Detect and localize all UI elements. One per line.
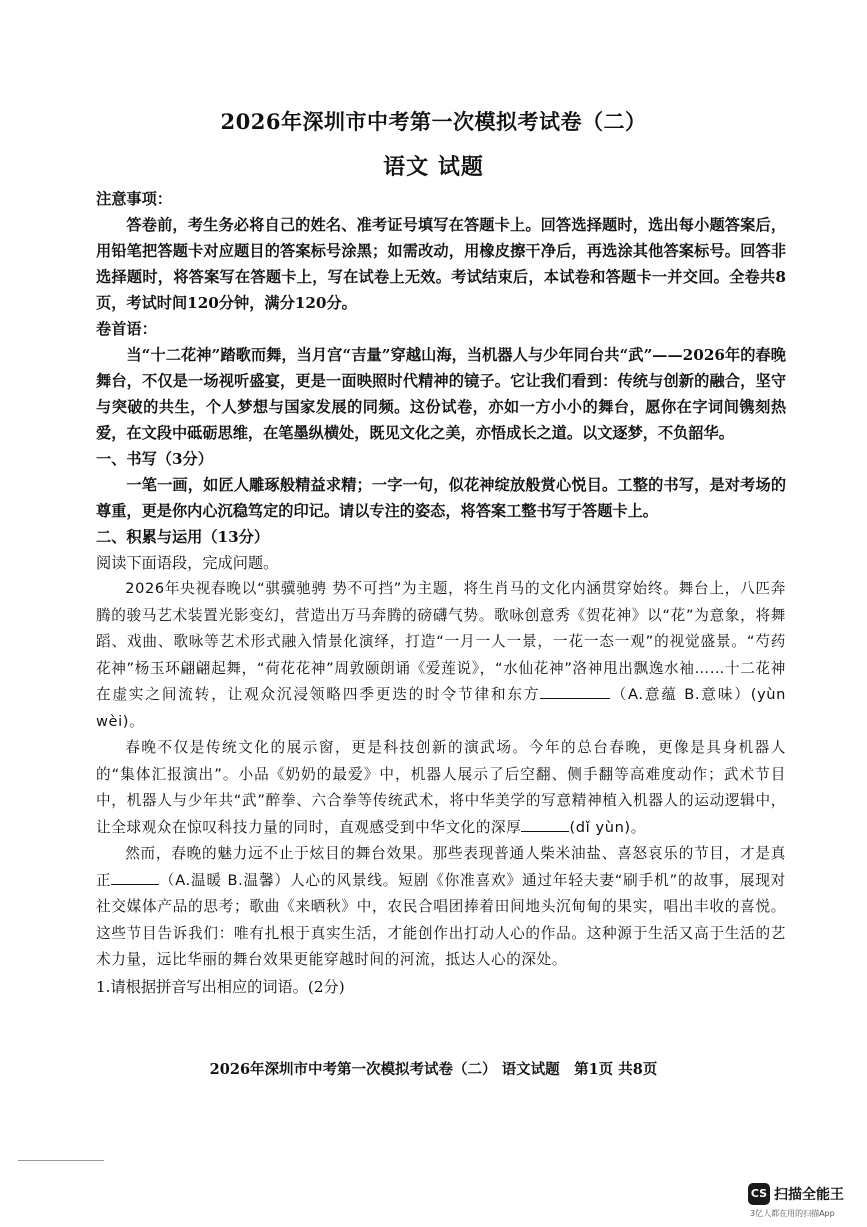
passage-1-text: 2026年央视春晚以“骐骥驰骋 势不可挡”为主题，将生肖马的文化内涵贯穿始终。舞台上，八匹奔腾的骏马艺术装置光影变幻，营造出万马奔腾的磅礴气势。歌咏创意秀《贺花神》以“花”为意象，将舞蹈、戏曲、歌咏等艺术形式融入情景化演绎，打造“一月一人一景，一花一态一观”的视觉盛景。“芍药花神”杨玉环翩翩起舞，“荷花花神”周敦颐朗诵《爱莲说》，“水仙花神”洛神甩出飘逸水袖……十二花神在虚实之间流转，让观众沉浸领略四季更迭的时令节律和东方 <box>96 580 786 703</box>
exam-title: 2026年深圳市中考第一次模拟考试卷（二） <box>220 109 647 134</box>
question-1: 1.请根据拼音写出相应的词语。(2分) <box>96 977 345 996</box>
answer-blank-1 <box>540 683 610 699</box>
answer-blank-2 <box>521 816 569 832</box>
passage-paragraph-2 <box>96 735 786 841</box>
answer-blank-3 <box>111 869 159 885</box>
scan-mark <box>18 1160 104 1161</box>
section2-instruction: 阅读下面语段，完成问题。 <box>96 554 279 572</box>
section1-body: 一笔一画，如匠人雕琢般精益求精；一字一句，似花神绽放般赏心悦目。工整的书写，是对考场的尊重，更是你内心沉稳笃定的印记。请以专注的姿态，将答案工整书写于答题卡上。 <box>96 476 786 520</box>
passage-3-text: 然而，春晚的魅力远不止于炫目的舞台效果。那些表现普通人柴米油盐、喜怒哀乐的节目，才是真正 <box>96 845 786 889</box>
preface-heading: 卷首语： <box>96 320 157 338</box>
notice-body: 答卷前，考生务必将自己的姓名、准考证号填写在答题卡上。回答选择题时，选出每小题答案后，用铅笔把答题卡对应题目的答案标号涂黑；如需改动，用橡皮擦干净后，再选涂其他答案标号。回答非选择题时，将答案写在答题卡上，写在试卷上无效。考试结束后，本试卷和答题卡一并交回。全卷共8页，考试时间120分钟，满分120分。 <box>96 216 786 312</box>
watermark-tagline: 3亿人都在用的扫描App <box>750 1209 835 1218</box>
passage-3-tail: （A.温暖 B.温馨）人心的风景线。短剧《你准喜欢》通过年轻夫妻“刷手机”的故事，展现对社交媒体产品的思考；歌曲《来晒秋》中，农民合唱团捧着田间地头沉甸甸的果实，唱出丰收的喜悦。这些节目告诉我们：唯有扎根于真实生活，才能创作出打动人心的作品。这种源于生活又高于生活的艺术力量，远比华丽的舞台效果更能穿越时间的河流，抵达人心的深处。 <box>96 871 786 968</box>
exam-content <box>96 186 786 1000</box>
section1-heading: 一、书写（3分） <box>96 450 213 468</box>
camscanner-logo-icon: CS <box>748 1183 770 1205</box>
passage-paragraph-3 <box>96 841 786 974</box>
preface-body: 当“十二花神”踏歌而舞，当月宫“吉量”穿越山海，当机器人与少年同台共“武”——2026年的春晚舞台，不仅是一场视听盛宴，更是一面映照时代精神的镜子。它让我们看到：传统与创新的融合，坚守与突破的共生，个人梦想与国家发展的同频。这份试卷，亦如一方小小的舞台，愿你在字词间镌刻热爱，在文段中砥砺思维，在笔墨纵横处，既见文化之美，亦悟成长之道。以文逐梦，不负韶华。 <box>96 346 786 442</box>
page-footer: 2026年深圳市中考第一次模拟考试卷（二） 语文试题 第1页 共8页 <box>209 1061 658 1078</box>
notice-heading: 注意事项： <box>96 190 172 208</box>
passage-2-text: 春晚不仅是传统文化的展示窗，更是科技创新的演武场。今年的总台春晚，更像是具身机器人的“集体汇报演出”。小品《奶奶的最爱》中，机器人展示了后空翻、侧手翻等高难度动作；武术节目中，机器人与少年共“武”醉拳、六合拳等传统武术，将中华美学的写意精神植入机器人的运动逻辑中，让全球观众在惊叹科技力量的同时，直观感受到中华文化的深厚 <box>96 739 786 836</box>
exam-subtitle: 语文 试题 <box>383 154 484 180</box>
scanner-watermark <box>748 1181 860 1221</box>
passage-paragraph-1 <box>96 576 786 735</box>
watermark-name: 扫描全能王 <box>774 1187 844 1203</box>
passage-2-tail: (dǐ yùn)。 <box>569 818 646 836</box>
section2-heading: 二、积累与运用（13分） <box>96 528 270 546</box>
passage-1-tail: （A.意蕴 B.意味）(yùn wèi)。 <box>96 686 786 730</box>
